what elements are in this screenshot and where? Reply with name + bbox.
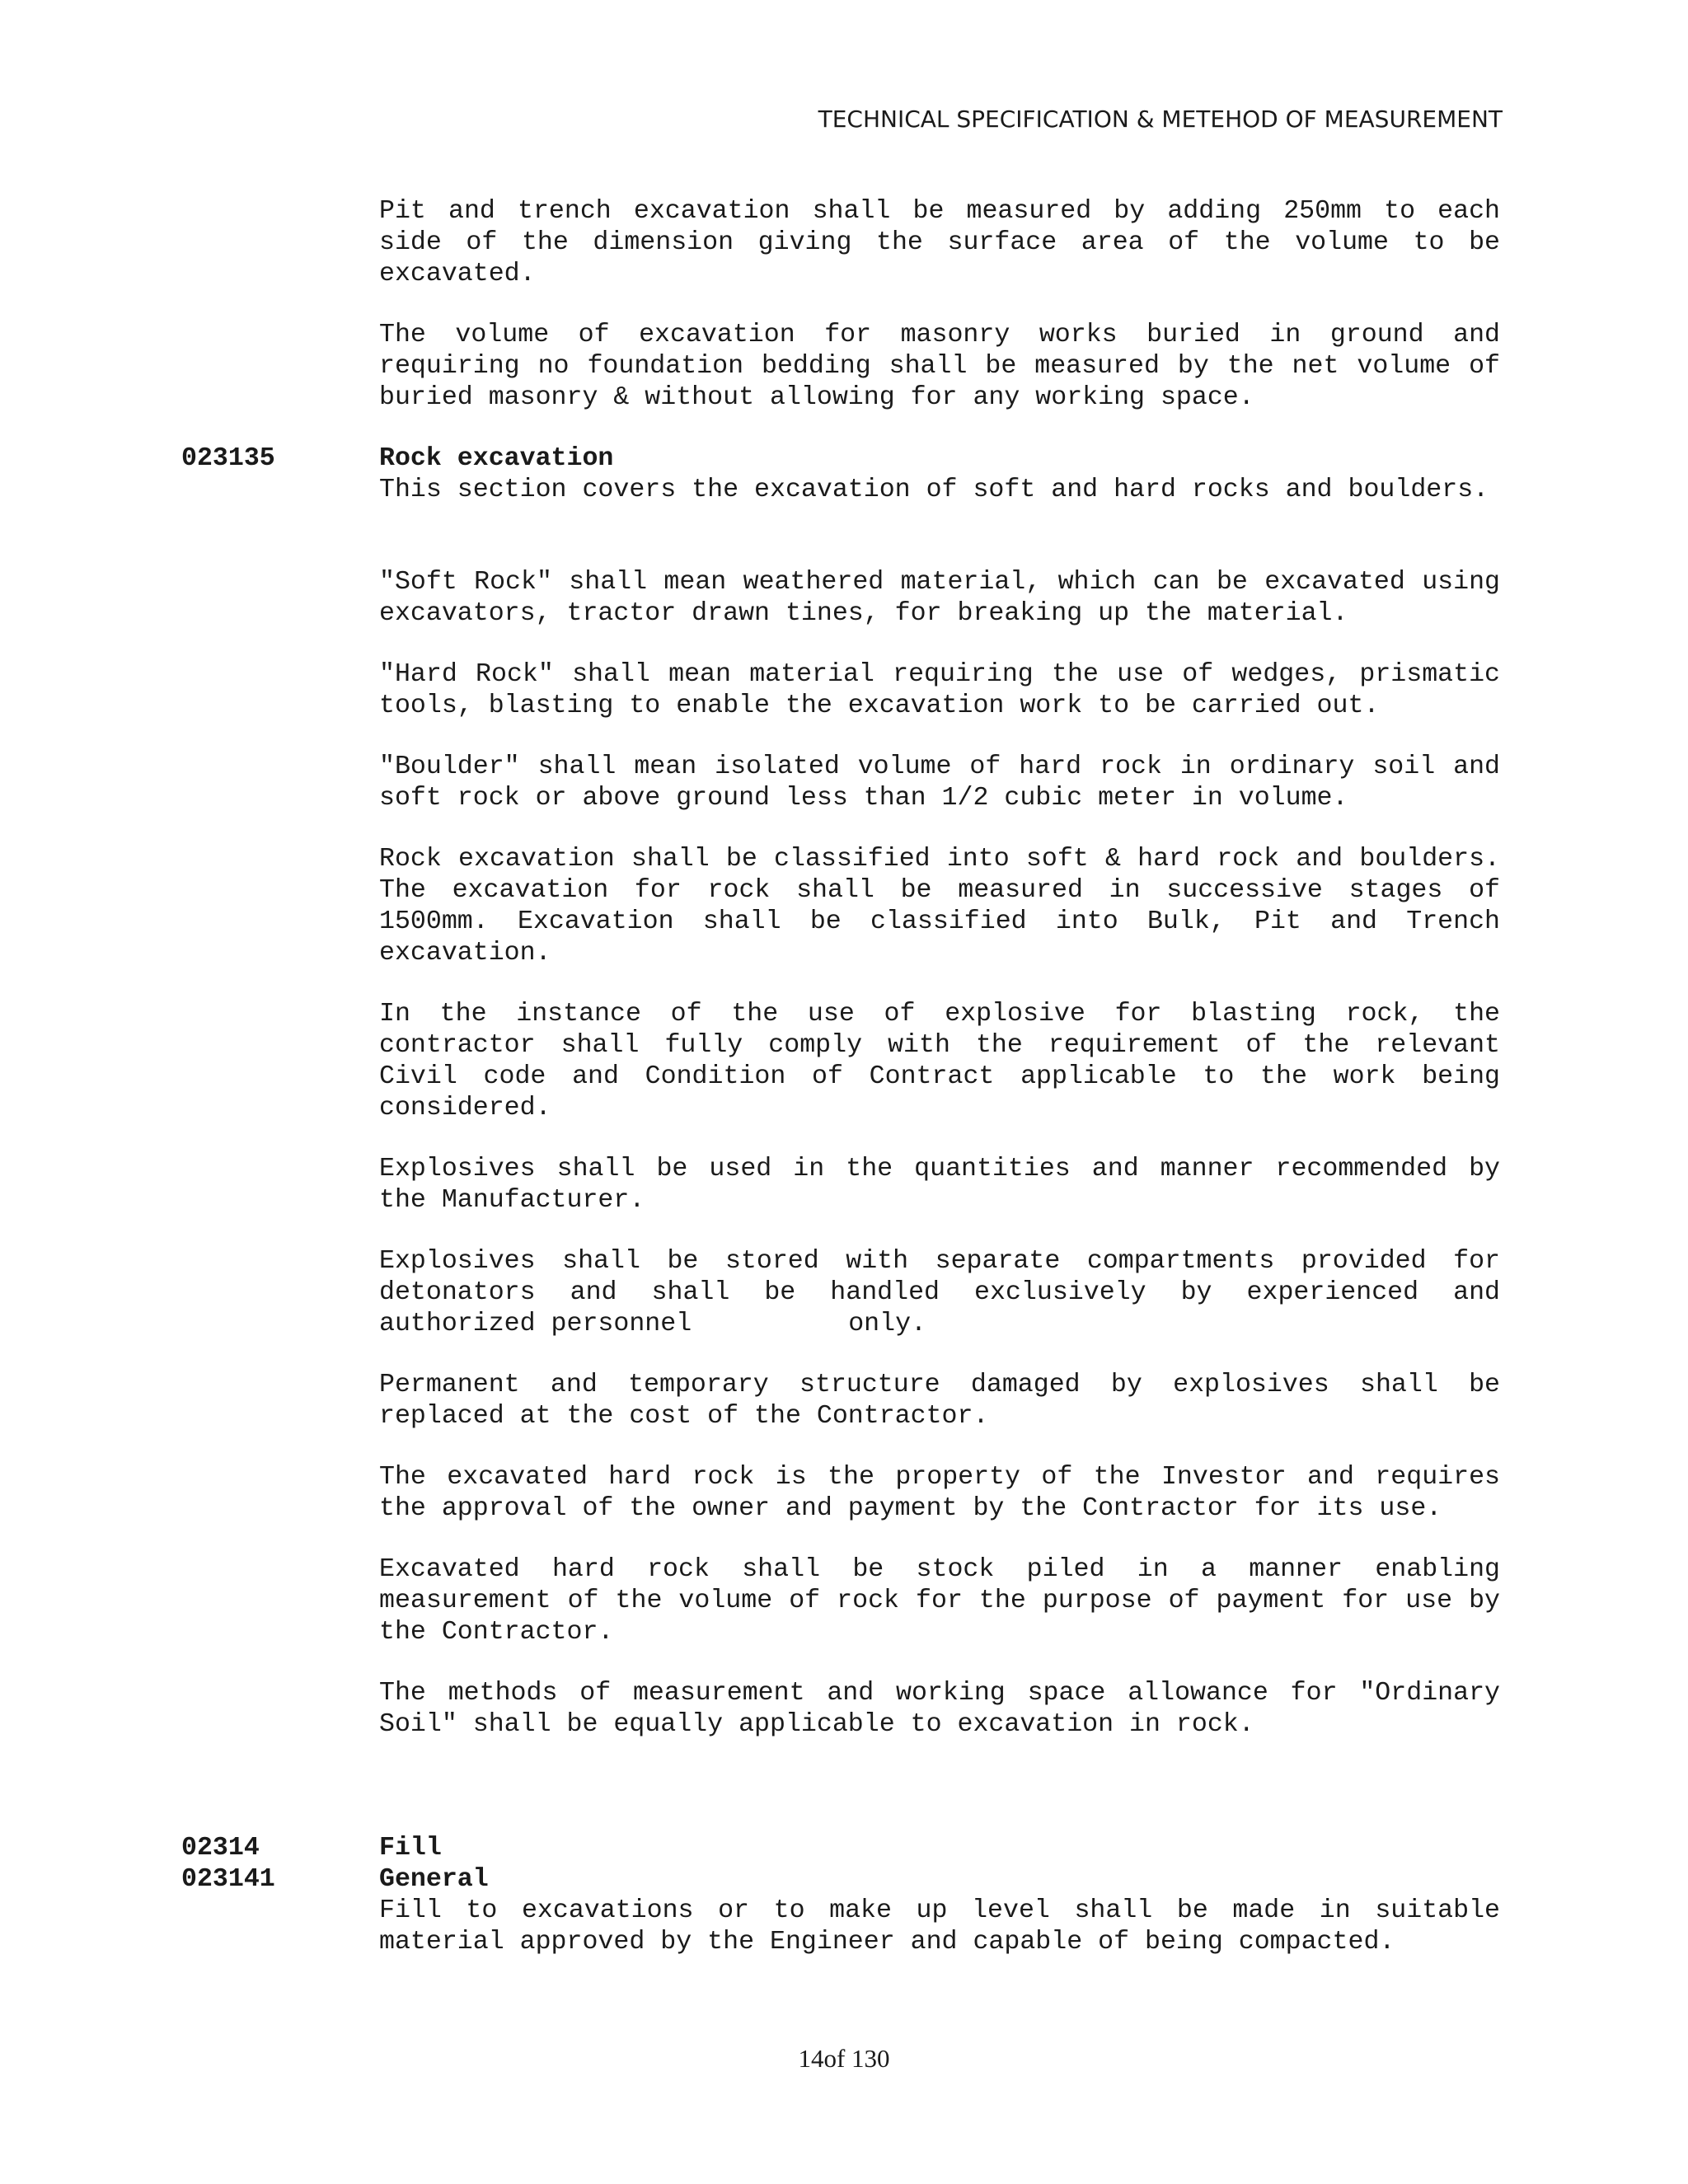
page-number — [0, 2044, 1688, 2074]
page-header-title: TECHNICAL SPECIFICATION & METEHOD OF MEASUREMENT — [818, 105, 1503, 133]
paragraph-hard-rock: "Hard Rock" shall mean material requiring the use of wedges, prismatic tools, blasting to enable the excavation work to be carried out. — [379, 660, 1500, 720]
paragraph-pit-trench: Pit and trench excavation shall be measured by adding 250mm to each side of the dimension giving the surface area of the volume to be excavated. — [379, 197, 1500, 288]
paragraph-fill-general: Fill to excavations or to make up level shall be made in suitable material approved by the Engineer and capable of being compacted. — [379, 1896, 1500, 1957]
paragraph-property: The excavated hard rock is the property of the Investor and requires the approval of the owner and payment by the Contractor for its use. — [379, 1463, 1500, 1523]
paragraph-classification: Rock excavation shall be classified into soft & hard rock and boulders. The excavation for rock shall be measured in successive stages of 1500mm. Excavation shall be classified into Bulk, Pit and Trench excavation. — [379, 845, 1500, 968]
paragraph-stockpile: Excavated hard rock shall be stock piled in a manner enabling measurement of the volume of rock for the purpose of payment for use by the Contractor. — [379, 1555, 1500, 1647]
section-title-rock: Rock excavation — [379, 444, 614, 473]
paragraph-methods: The methods of measurement and working space allowance for "Ordinary Soil" shall be equally applicable to excavation in rock. — [379, 1679, 1500, 1739]
paragraph-masonry-volume: The volume of excavation for masonry works buried in ground and requiring no foundation bedding shall be measured by the net volume of buried masonry & without allowing for any working space. — [379, 321, 1500, 412]
paragraph-boulder: "Boulder" shall mean isolated volume of hard rock in ordinary soil and soft rock or above ground less than 1/2 cubic meter in volume. — [379, 752, 1500, 813]
page-of: of — [823, 2044, 846, 2073]
explosive-storage-end: only. — [848, 1310, 926, 1338]
section-code-rock: 023135 — [181, 444, 275, 473]
paragraph-explosive-use: In the instance of the use of explosive for blasting rock, the contractor shall fully comply with the requirement of the relevant Civil code and Condition of Contract applicable to the work being considered. — [379, 1000, 1500, 1122]
section-code-fill: 02314 — [181, 1834, 260, 1863]
paragraph-explosive-quantities: Explosives shall be used in the quantities and manner recommended by the Manufacturer. — [379, 1155, 1500, 1215]
page-total: 130 — [851, 2044, 890, 2073]
page-current: 14 — [798, 2044, 824, 2073]
paragraph-damage: Permanent and temporary structure damaged by explosives shall be replaced at the cost of the Contractor. — [379, 1371, 1500, 1431]
paragraph-soft-rock: "Soft Rock" shall mean weathered material, which can be excavated using excavators, tractor drawn tines, for breaking up the material. — [379, 568, 1500, 628]
section-title-fill: Fill — [379, 1834, 442, 1863]
paragraph-explosive-storage — [379, 1246, 1500, 1340]
subsection-code-general: 023141 — [181, 1865, 275, 1894]
subsection-title-general: General — [379, 1865, 489, 1894]
paragraph-rock-intro: This section covers the excavation of soft and hard rocks and boulders. — [379, 476, 1489, 504]
explosive-storage-text: Explosives shall be stored with separate compartments provided for detonators and shall be handled exclusively by experienced and authorized personnel — [379, 1247, 1500, 1338]
